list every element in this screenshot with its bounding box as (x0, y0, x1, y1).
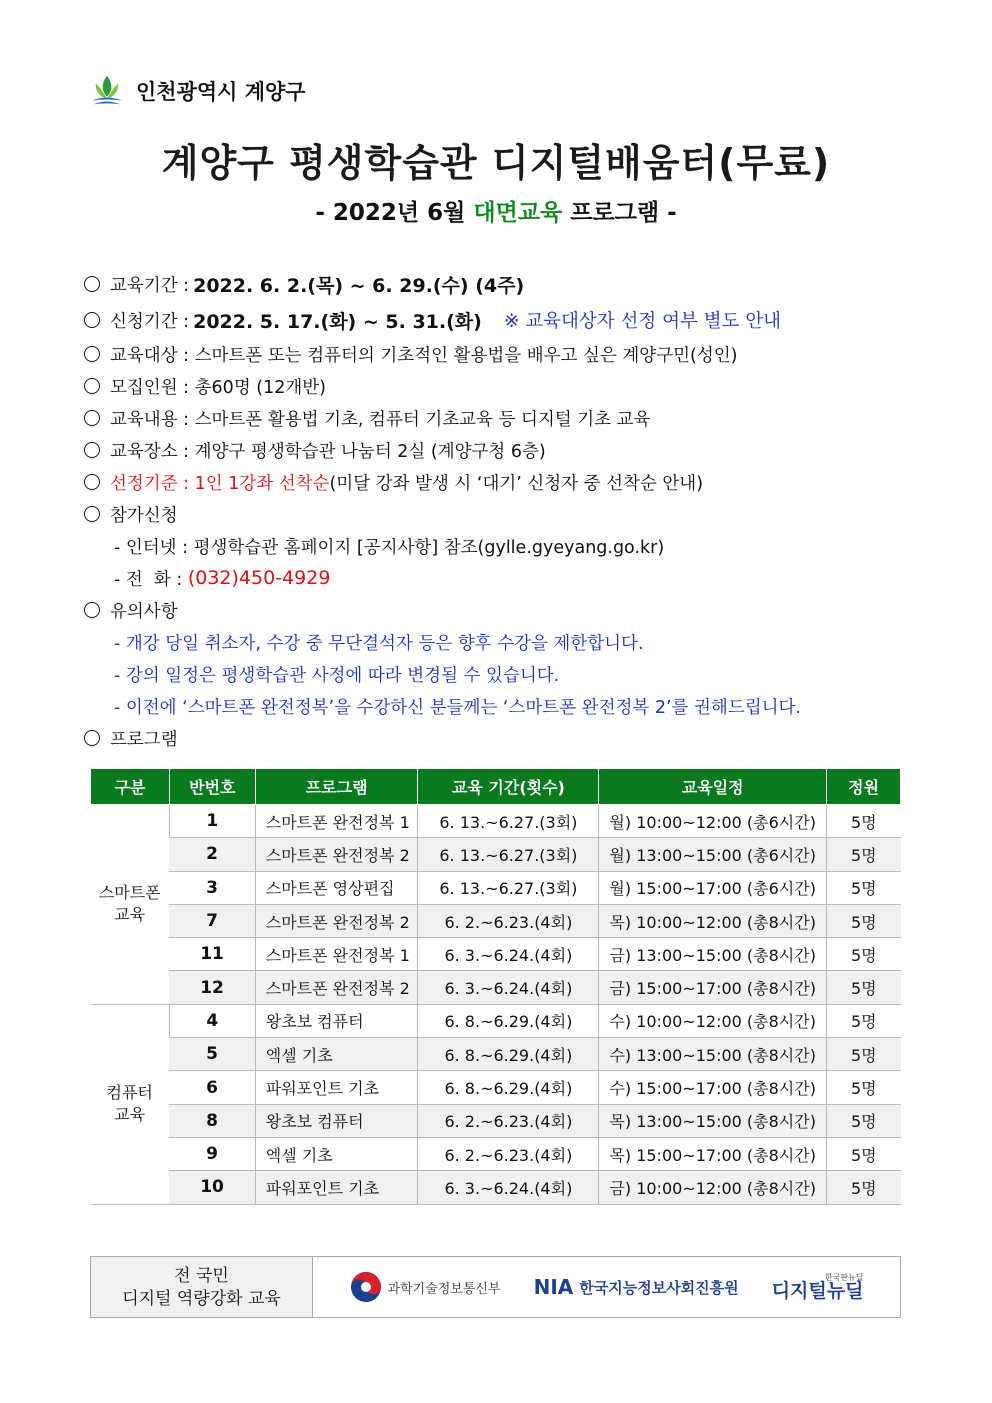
course-schedule: 수) 15:00~17:00 (총8시간) (599, 1071, 827, 1104)
capacity: 5명 (827, 871, 901, 904)
course-schedule: 월) 13:00~15:00 (총6시간) (599, 838, 827, 871)
course-schedule: 월) 15:00~17:00 (총6시간) (599, 871, 827, 904)
apply-value: 2022. 5. 17.(화) ~ 5. 31.(화) (193, 310, 482, 333)
info-recruit (84, 370, 944, 402)
table-row (91, 805, 901, 838)
table-row (91, 1104, 901, 1137)
course-period: 6. 2.~6.23.(4회) (418, 904, 599, 937)
group-smartphone: 스마트폰 교육 (91, 805, 170, 1005)
info-content (84, 402, 944, 434)
page-title: 계양구 평생학습관 디지털배움터(무료) (161, 141, 831, 185)
capacity: 5명 (827, 971, 901, 1004)
program-name: 스마트폰 완전정복 2 (255, 904, 418, 937)
capacity: 5명 (827, 904, 901, 937)
gyeyang-logo-icon (88, 72, 126, 110)
class-number: 7 (169, 904, 255, 937)
course-schedule: 목) 13:00~15:00 (총8시간) (599, 1104, 827, 1137)
capacity: 5명 (827, 805, 901, 838)
subtitle-highlight: 대면교육 (473, 200, 563, 226)
bullet-circle-icon (84, 312, 100, 328)
criteria-rest: (미달 강좌 발생 시 ‘대기’ 신청자 중 선착순 안내) (329, 473, 704, 494)
capacity: 5명 (827, 1104, 901, 1137)
dn-big: 디지털뉴딜 (771, 1279, 864, 1302)
course-schedule: 수) 13:00~15:00 (총8시간) (599, 1038, 827, 1071)
table-row (91, 938, 901, 971)
group-computer: 컴퓨터 교육 (91, 1004, 170, 1204)
bullet-circle-icon (84, 730, 100, 746)
course-schedule: 목) 10:00~12:00 (총8시간) (599, 904, 827, 937)
note-item: - 강의 일정은 평생학습관 사정에 따라 변경될 수 있습니다. (114, 665, 560, 686)
capacity: 5명 (827, 1137, 901, 1170)
criteria-highlight: 선정기준 : 1인 1강좌 선착순 (110, 473, 330, 494)
period-value: 2022. 6. 2.(목) ~ 6. 29.(수) (4주) (193, 274, 525, 297)
bullet-circle-icon (84, 410, 100, 426)
footer-banner (90, 1256, 901, 1318)
table-row (91, 1171, 901, 1204)
table-row (91, 1071, 901, 1104)
program-name: 엑셀 기초 (255, 1038, 418, 1071)
recruit-text: 모집인원 : 총60명 (12개반) (110, 377, 327, 398)
class-number: 2 (169, 838, 255, 871)
org-name: 인천광역시 계양구 (136, 80, 306, 104)
info-period (84, 266, 944, 302)
capacity: 5명 (827, 1071, 901, 1104)
info-notes (84, 594, 944, 626)
page-subtitle (0, 194, 992, 227)
table-row (91, 1038, 901, 1071)
place-text: 교육장소 : 계양구 평생학습관 나눔터 2실 (계양구청 6층) (110, 441, 546, 462)
table-row (91, 838, 901, 871)
bullet-circle-icon (84, 442, 100, 458)
internet-text: - 인터넷 : 평생학습관 홈페이지 [공지사항] 참조(gylle.gyeyang.go.kr) (114, 537, 665, 558)
footer-logos (313, 1257, 900, 1317)
program-name: 엑셀 기초 (255, 1137, 418, 1170)
target-text: 교육대상 : 스마트폰 또는 컴퓨터의 기초적인 활용법을 배우고 싶은 계양구민(성인) (110, 345, 738, 366)
class-number: 8 (169, 1104, 255, 1137)
footer-slogan (91, 1257, 313, 1317)
info-program (84, 722, 944, 754)
header-cell: 프로그램 (255, 769, 418, 805)
dn-small: 한국판뉴딜 (824, 1272, 864, 1282)
course-schedule: 금) 15:00~17:00 (총8시간) (599, 971, 827, 1004)
class-number: 11 (169, 938, 255, 971)
msit-name: 과학기술정보통신부 (387, 1281, 501, 1297)
program-table (90, 768, 901, 1205)
note-item: - 개강 당일 취소자, 수강 중 무단결석자 등은 향후 수강을 제한합니다. (114, 633, 644, 654)
apply-label: 신청기간 : (110, 311, 190, 332)
bullet-circle-icon (84, 276, 100, 292)
course-period: 6. 2.~6.23.(4회) (418, 1104, 599, 1137)
course-schedule: 금) 10:00~12:00 (총8시간) (599, 1171, 827, 1204)
period-label: 교육기간 : (110, 275, 190, 296)
table-row (91, 1004, 901, 1037)
apply-note: ※ 교육대상자 선정 여부 별도 안내 (503, 311, 782, 332)
nia-logo (534, 1275, 739, 1299)
bullet-circle-icon (84, 602, 100, 618)
class-number: 9 (169, 1137, 255, 1170)
course-period: 6. 13.~6.27.(3회) (418, 805, 599, 838)
notes-label: 유의사항 (110, 601, 178, 622)
header-cell: 구분 (91, 769, 170, 805)
capacity: 5명 (827, 1171, 901, 1204)
digital-newdeal-logo (772, 1274, 864, 1301)
bullet-circle-icon (84, 346, 100, 362)
capacity: 5명 (827, 938, 901, 971)
course-period: 6. 3.~6.24.(4회) (418, 938, 599, 971)
program-name: 스마트폰 완전정복 1 (255, 805, 418, 838)
course-period: 6. 8.~6.29.(4회) (418, 1004, 599, 1037)
program-name: 파워포인트 기초 (255, 1071, 418, 1104)
program-name: 왕초보 컴퓨터 (255, 1004, 418, 1037)
program-label: 프로그램 (110, 729, 178, 750)
course-period: 6. 8.~6.29.(4회) (418, 1071, 599, 1104)
course-period: 6. 3.~6.24.(4회) (418, 1171, 599, 1204)
class-number: 4 (169, 1004, 255, 1037)
footer-slogan-line1: 전 국민 (174, 1266, 229, 1286)
program-name: 파워포인트 기초 (255, 1171, 418, 1204)
course-schedule: 금) 13:00~15:00 (총8시간) (599, 938, 827, 971)
bullet-circle-icon (84, 474, 100, 490)
join-label: 참가신청 (110, 505, 178, 526)
subtitle-suffix: 프로그램 - (562, 200, 677, 226)
course-schedule: 수) 10:00~12:00 (총8시간) (599, 1004, 827, 1037)
table-row (91, 904, 901, 937)
org-header (88, 72, 306, 110)
content-text: 교육내용 : 스마트폰 활용법 기초, 컴퓨터 기초교육 등 디지털 기초 교육 (110, 409, 651, 430)
phone-value: (032)450-4929 (187, 567, 331, 589)
bullet-circle-icon (84, 378, 100, 394)
program-name: 스마트폰 완전정복 2 (255, 838, 418, 871)
info-apply (84, 302, 944, 338)
nia-mark: NIA (533, 1275, 574, 1299)
capacity: 5명 (827, 1004, 901, 1037)
class-number: 5 (169, 1038, 255, 1071)
phone-label: - 전 화 : (114, 569, 188, 590)
class-number: 12 (169, 971, 255, 1004)
taegeuk-icon (350, 1271, 382, 1303)
course-period: 6. 2.~6.23.(4회) (418, 1137, 599, 1170)
program-name: 스마트폰 완전정복 2 (255, 971, 418, 1004)
nia-name: 한국지능정보사회진흥원 (579, 1278, 739, 1297)
capacity: 5명 (827, 1038, 901, 1071)
course-schedule: 월) 10:00~12:00 (총6시간) (599, 805, 827, 838)
program-name: 왕초보 컴퓨터 (255, 1104, 418, 1137)
info-internet (84, 530, 944, 562)
table-row (91, 871, 901, 904)
header-cell: 반번호 (169, 769, 255, 805)
info-target (84, 338, 944, 370)
class-number: 1 (169, 805, 255, 838)
class-number: 10 (169, 1171, 255, 1204)
footer-slogan-line2: 디지털 역량강화 교육 (122, 1289, 281, 1309)
table-row (91, 971, 901, 1004)
info-criteria (84, 466, 944, 498)
header-cell: 교육일정 (599, 769, 827, 805)
course-period: 6. 8.~6.29.(4회) (418, 1038, 599, 1071)
course-period: 6. 13.~6.27.(3회) (418, 838, 599, 871)
class-number: 3 (169, 871, 255, 904)
msit-logo (350, 1271, 501, 1303)
bullet-circle-icon (84, 506, 100, 522)
info-place (84, 434, 944, 466)
info-join (84, 498, 944, 530)
subtitle-prefix: - 2022년 6월 (315, 200, 474, 226)
table-row (91, 1137, 901, 1170)
note-item: - 이전에 ‘스마트폰 완전정복’을 수강하신 분들께는 ‘스마트폰 완전정복 2’를 권해드립니다. (114, 697, 801, 718)
header-cell: 교육 기간(횟수) (418, 769, 599, 805)
info-section (84, 266, 944, 754)
course-schedule: 목) 15:00~17:00 (총8시간) (599, 1137, 827, 1170)
capacity: 5명 (827, 838, 901, 871)
course-period: 6. 13.~6.27.(3회) (418, 871, 599, 904)
program-name: 스마트폰 영상편집 (255, 871, 418, 904)
course-period: 6. 3.~6.24.(4회) (418, 971, 599, 1004)
header-cell: 정원 (827, 769, 901, 805)
program-name: 스마트폰 완전정복 1 (255, 938, 418, 971)
table-header-row (91, 769, 901, 805)
info-phone (84, 562, 944, 594)
class-number: 6 (169, 1071, 255, 1104)
